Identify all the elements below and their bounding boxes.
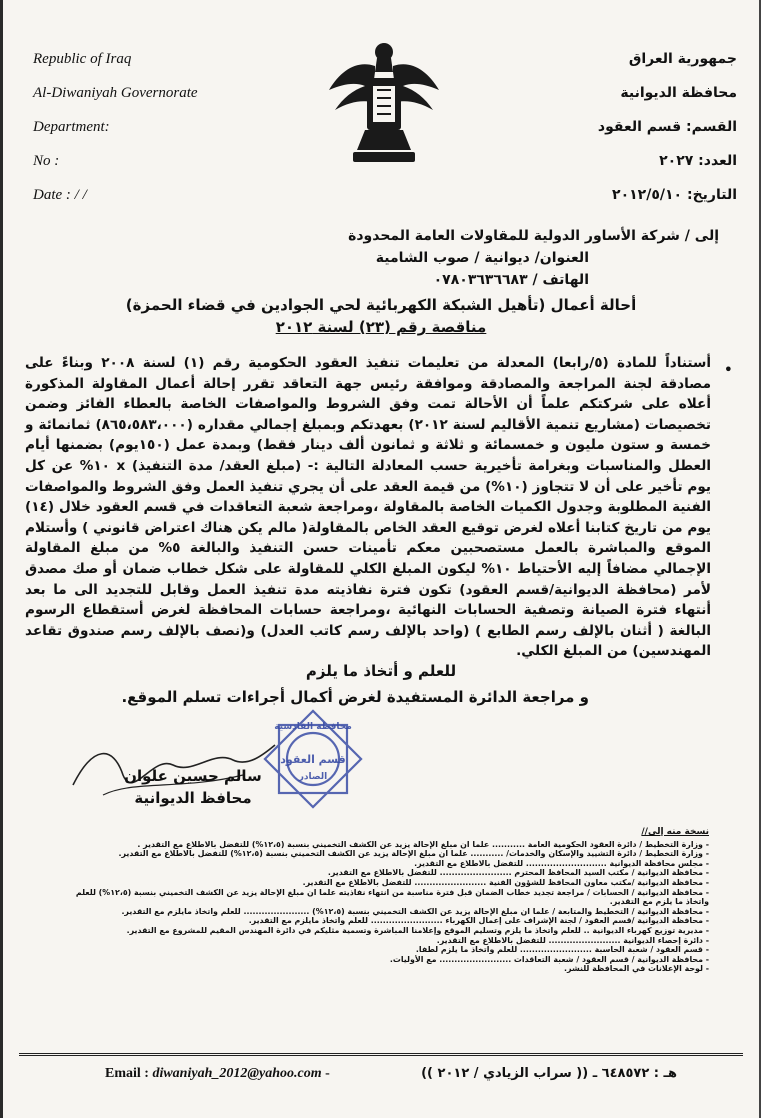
copy-item: - وزارة التخطيط / دائرة التشييد والإسكان والخدمات/ ........... علما ان مبلغ الإحالة يزيد عن الكشف التخميني بنسبة (١٢،٥%) للتفضل بالاطلاع مع التقدير. (118, 849, 709, 859)
copy-item: - لوحة الإعلانات في المحافظة للنشر. (564, 964, 709, 974)
stamp-mid-text: قسم العقود (280, 753, 346, 766)
governorate-ar: محافظة الديوانية (620, 85, 737, 101)
footer (25, 1062, 737, 1088)
header-english (33, 42, 233, 212)
addressee-address: العنوان/ ديوانية / صوب الشامية (375, 250, 589, 266)
subject-block (43, 294, 719, 338)
closing-line-2: و مراجعة الدائرة المستفيدة لغرض أكمال أجراءات تسلم الموقع. (121, 688, 589, 706)
header-arabic (537, 42, 737, 212)
bullet-icon: • (723, 360, 733, 379)
copy-item: - محافظة الديوانية / الحسابات / مراجعة تجديد خطاب الضمان قبل فترة مناسبة من انتهاء نفاذيته علما ان مبلغ الإحالة يزيد عن الكشف التخميني بنسبة (١٢،٥%) للعلم واتخاذ ما يلزم مع التقدير. (75, 887, 709, 907)
copies-list (73, 828, 709, 974)
letter-body: أستناداً للمادة (٥/رابعا) المعدلة من تعليمات تنفيذ العقود الحكومية رقم (١) لسنة ٢٠٠٨ وبناءً على مصادقة لجنة المراجعة والمصادقة وموافقة رئيس جهة التعاقد تقرر إحالة أعمال المقاولة المذكورة أعلاه على شركتكم علماً أن الأحالة تمت وفق الشروط والمواصفات الخاصة بالعطاء الفائز وضمن تخصيصات (مشاريع تنمية الأقاليم لسنة ٢٠١٢) بعهدتكم وبمبلغ إجمالي مقداره (٨٦٥،٥٨٣،٠٠٠) ثمانمائة و خمسة و ستون مليون و خمسمائة و ثلاثة و ثمانون ألف دينار فقط) وبمدة عمل (١٥٠يوم) بضمنها أيام العطل والمناسبات وبغرامة تأخيرية حسب المعادلة التالية :- (مبلغ العقد/ مدة التنفيذ) x ١٠% عن كل يوم تأخير على أن لا تتجاوز (١٠%) من قيمة العقد على أن يجري تنفيذ العمل وفق الشروط والمواصفات الفنية المطلوبة وجدول الكميات الخاصة بالمقاولة ،ومراجعة شعبة التعاقدات في قسم العقود خلال (١٤) يوم من تاريخ كتابنا أعلاه لغرض توقيع العقد الخاص بالمقاولة( مالم يكن هناك اعتراض قانوني ) وأستلام الموقع والمباشرة بالعمل مستصحبين معكم تأمينات حسن التنفيذ والبالغة ٥% من مبلغ المقاولة الإجمالي مضافاً إليه الأحتياط ١٠% ليكون المبلغ الكلي للمقاولة على شكل خطاب ضمان أو صك مصدق لأمر (محافظة الديوانية/قسم العقود) تكون فترة نفاذيته مدة تنفيذ العمل وقابل للتجديد الى ما بعد أنتهاء فترة الصيانة وتصفية الحسابات النهائية ،ومراجعة حسابات المحافظة لغرض أستقطاع الرسوم البالغة ( أثنان بالإلف رسم الطابع ) (واحد بالإلف رسم كاتب العدل) و(نصف بالإلف رسم صندوق تقاعد المهندسين) من المبلغ الكلي. (25, 355, 712, 660)
signer-block (103, 765, 283, 809)
footer-divider (19, 1053, 743, 1056)
copy-item: - محافظة الديوانية / مكتب السيد المحافظ المحترم ........................ للتفضل بالاطلاع مع التقدير. (327, 868, 709, 878)
addressee-block (43, 225, 719, 291)
number-en: No : (33, 153, 60, 169)
addressee-to: إلى / شركة الأساور الدولية للمقاولات العامة المحدودة (348, 228, 719, 244)
email-suffix: - (325, 1066, 330, 1081)
footer-email-block (105, 1066, 330, 1082)
email-address[interactable]: diwaniyah_2012@yahoo.com (152, 1066, 322, 1081)
copy-item: - محافظة الديوانية /مكتب معاون المحافظ للشؤون الفنية ........................ للتفضل بالاطلاع مع التقدير. (302, 877, 709, 887)
country-en: Republic of Iraq (33, 51, 132, 67)
subject-line: أحالة أعمال (تأهيل الشبكة الكهربائية لحي الجوادين في قضاء الحمزة) (125, 296, 637, 314)
footer-phone: هـ : ٦٤٨٥٧٢ ـ (( سراب الزيادي / ٢٠١٢ )) (421, 1066, 677, 1081)
governorate-en: Al-Diwaniyah Governorate (33, 85, 198, 101)
copy-item: - دائرة إحصاء الديوانية ........................ للتفضل بالاطلاع مع التقدير. (436, 935, 709, 945)
date-en: Date : / / (33, 187, 87, 203)
copy-item: - مجلس محافظة الديوانية ........................... للتفضل بالاطلاع مع التقدير. (414, 858, 709, 868)
date-ar: التاريخ: ٢٠١٢/٥/١٠ (612, 187, 737, 203)
tender-number: مناقصة رقم (٢٣) لسنة ٢٠١٢ (275, 318, 487, 336)
number-ar: العدد: ٢٠٢٧ (659, 153, 737, 169)
email-label: Email : (105, 1066, 149, 1081)
signer-name: سالم حسين علوان (124, 767, 262, 785)
eagle-emblem-icon (319, 30, 449, 180)
department-en: Department: (33, 119, 110, 135)
copy-item: - وزارة التخطيط / دائرة العقود الحكومية العامة ........... علما ان مبلغ الإحالة يزيد عن الكشف التخميني بنسبة (١٢،٥%) للتفضل بالاطلاع مع التقدير . (137, 839, 709, 849)
stamp-bottom-text: الصادر (298, 772, 328, 782)
copy-item: - قسم العقود / شعبة الحاسبة ........................ للعلم واتخاذ ما يلزم لطفا. (415, 945, 709, 955)
signer-title: محافظ الديوانية (134, 789, 252, 807)
closing-block (43, 658, 719, 710)
copy-item: - محافظة الديوانية / التخطيط والمتابعة / علما ان مبلغ الإحالة يزيد عن الكشف التخميني بنسبة (١٢،٥%) ...................... للعلم واتخاذ مايلزم مع التقدير. (121, 906, 709, 916)
department-ar: القسم: قسم العقود (597, 119, 737, 135)
copy-item: - مديرية توزيع كهرباء الديوانية .. للعلم واتخاذ ما يلزم وتسليم الموقع وإعلامنا المباشرة وتسمية مثليكم في دائرة المهندس المقيم للمشروع مع التقدير. (126, 925, 709, 935)
closing-line-1: للعلم و أتخاذ ما يلزم (305, 662, 457, 680)
copy-item: - محافظة الديوانية /قسم العقود / لجنة الإشراف على إعمال الكهرباء ........................ للعلم واتخاذ مايلزم مع التقدير. (248, 916, 709, 926)
addressee-phone: الهاتف / ٠٧٨٠٣٦٣٦٦٨٣ (433, 272, 589, 288)
stamp-top-text: محافظة القادسية (274, 722, 352, 732)
copy-item: - محافظة الديوانية / قسم العقود / شعبة التعاقدات ........................ مع الأوليات. (389, 954, 709, 964)
copies-title: نسخة منه إلى// (641, 827, 709, 837)
country-ar: جمهورية العراق (628, 51, 737, 67)
